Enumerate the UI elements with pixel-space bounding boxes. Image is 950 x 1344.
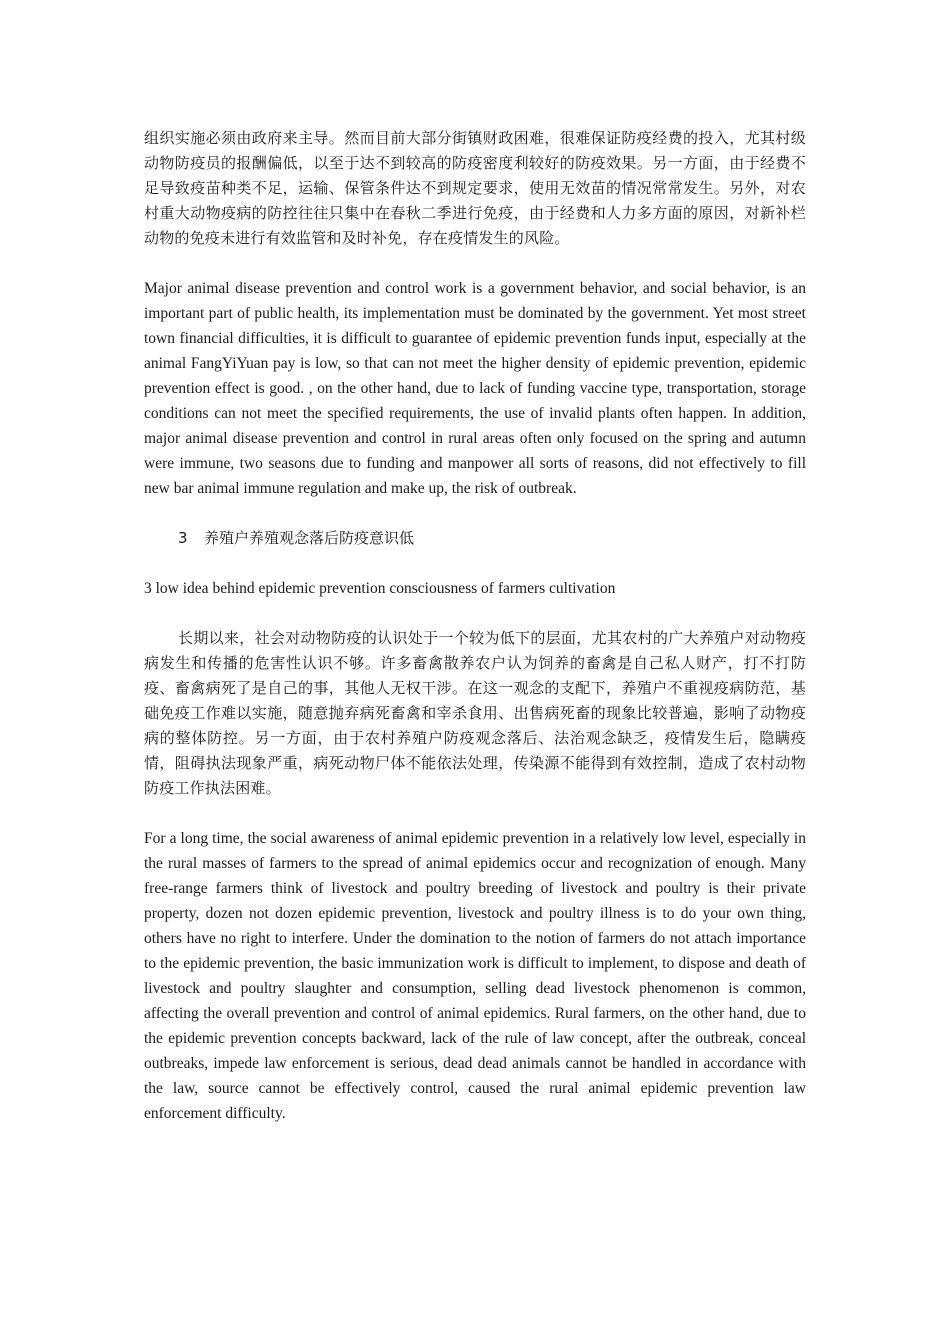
paragraph-en-2: For a long time, the social awareness of animal epidemic prevention in a relatively low level, especially in the rural masses of farmers to the spread of animal epidemics occur and recognization of enough. Many free-range farmers think of livestock and poultry breeding of livestock and poultry is their private property, dozen not dozen epidemic prevention, livestock and poultry illness is to do your own thing, others have no right to interfere. Under the domination to the notion of farmers do not attach importance to the epidemic prevention, the basic immunization work is difficult to implement, to dispose and death of livestock and poultry slaughter and consumption, selling dead livestock phenomenon is common, affecting the overall prevention and control of animal epidemics. Rural farmers, on the other hand, due to the epidemic prevention concepts backward, lack of the rule of law concept, after the outbreak, conceal outbreaks, impede law enforcement is serious, dead dead animals cannot be handled in accordance with the law, source cannot be effectively control, caused the rural animal epidemic prevention law enforcement difficulty. <box>144 830 806 1122</box>
spacer <box>144 551 806 576</box>
section-heading-zh <box>144 526 806 551</box>
paragraph-en-1: Major animal disease prevention and control work is a government behavior, and social behavior, is an important part of public health, its implementation must be dominated by the government. Yet most street town financial difficulties, it is difficult to guarantee of epidemic prevention funds input, especially at the animal FangYiYuan pay is low, so that can not meet the higher density of epidemic prevention, epidemic prevention effect is good. , on the other hand, due to lack of funding vaccine type, transportation, storage conditions can not meet the specified requirements, the use of invalid plants often happen. In addition, major animal disease prevention and control in rural areas often only focused on the spring and autumn were immune, two seasons due to funding and manpower all sorts of reasons, did not effectively to fill new bar animal immune regulation and make up, the risk of outbreak. <box>144 280 806 497</box>
section-heading-en: 3 low idea behind epidemic prevention consciousness of farmers cultivation <box>144 580 616 597</box>
spacer <box>144 601 806 626</box>
section-number: 3 <box>178 529 188 547</box>
paragraph-zh-2: 长期以来，社会对动物防疫的认识处于一个较为低下的层面，尤其农村的广大养殖户对动物疫病发生和传播的危害性认识不够。许多畜禽散养农户认为饲养的畜禽是自己私人财产，打不打防疫、畜禽病死了是自己的事，其他人无权干涉。在这一观念的支配下，养殖户不重视疫病防范，基础免疫工作难以实施，随意抛弃病死畜禽和宰杀食用、出售病死畜的现象比较普遍，影响了动物疫病的整体防控。另一方面，由于农村养殖户防疫观念落后、法治观念缺乏，疫情发生后，隐瞒疫情，阻碍执法现象严重，病死动物尸体不能依法处理，传染源不能得到有效控制，造成了农村动物防疫工作执法困难。 <box>144 629 806 797</box>
paragraph-zh-1: 组织实施必须由政府来主导。然而目前大部分街镇财政困难，很难保证防疫经费的投入，尤其村级动物防疫员的报酬偏低，以至于达不到较高的防疫密度利较好的防疫效果。另一方面，由于经费不足导致疫苗种类不足，运输、保管条件达不到规定要求，使用无效苗的情况常常发生。另外，对农村重大动物疫病的防控往往只集中在春秋二季进行免疫，由于经费和人力多方面的原因，对新补栏动物的免疫未进行有效监管和及时补免，存在疫情发生的风险。 <box>144 129 806 247</box>
spacer <box>144 501 806 526</box>
document-page <box>144 126 806 1126</box>
section-title-zh: 养殖户养殖观念落后防疫意识低 <box>204 529 415 547</box>
spacer <box>144 251 806 276</box>
spacer <box>144 801 806 826</box>
